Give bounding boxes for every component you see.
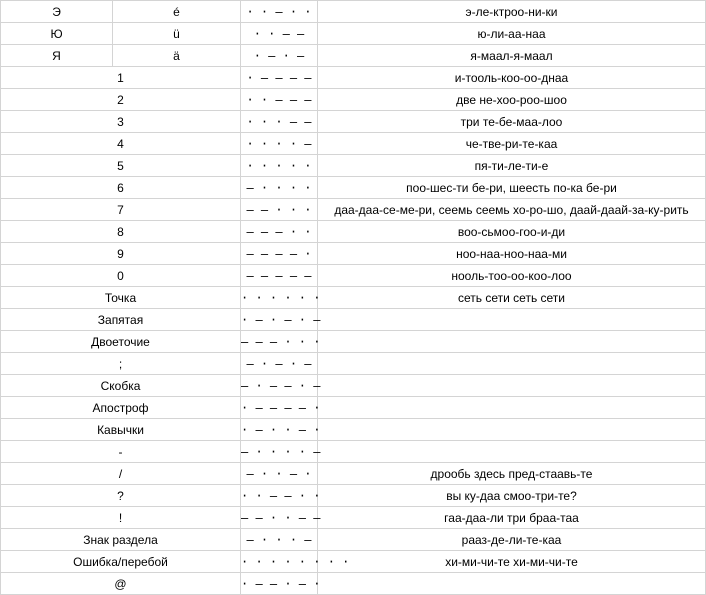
- letter-row: [1, 23, 706, 45]
- morse-code-cell: · · – – –: [241, 89, 318, 111]
- symbol-row: [1, 199, 706, 221]
- mnemonic-cell: дрообь здесь пред-стаавь-те: [318, 463, 706, 485]
- symbol-cell: 5: [1, 155, 241, 177]
- mnemonic-cell: три те-бе-маа-лоо: [318, 111, 706, 133]
- mnemonic-cell: рааз-де-ли-те-каа: [318, 529, 706, 551]
- mnemonic-cell: даа-даа-се-ме-ри, сеемь сеемь хо-ро-шо, даай-даай-за-ку-рить: [318, 199, 706, 221]
- morse-code-cell: – · · · · –: [241, 441, 318, 463]
- morse-code-cell: · – – – – ·: [241, 397, 318, 419]
- mnemonic-cell: нооль-тоо-оо-коо-лоо: [318, 265, 706, 287]
- morse-code-cell: – – · · – –: [241, 507, 318, 529]
- symbol-row: [1, 177, 706, 199]
- symbol-row: [1, 89, 706, 111]
- morse-code-cell: · – · – · –: [241, 309, 318, 331]
- letter-row: [1, 45, 706, 67]
- symbol-row: [1, 463, 706, 485]
- mnemonic-cell: поо-шес-ти бе-ри, шеесть по-ка бе-ри: [318, 177, 706, 199]
- symbol-cell: 1: [1, 67, 241, 89]
- symbol-cell: ;: [1, 353, 241, 375]
- symbol-row: [1, 573, 706, 595]
- symbol-cell: 2: [1, 89, 241, 111]
- latin-equivalent-cell: é: [113, 1, 241, 23]
- symbol-row: [1, 155, 706, 177]
- symbol-cell: 4: [1, 133, 241, 155]
- symbol-row: [1, 551, 706, 573]
- symbol-cell: Скобка: [1, 375, 241, 397]
- morse-code-cell: · · · · · · · ·: [241, 551, 318, 573]
- mnemonic-cell: [318, 353, 706, 375]
- symbol-row: [1, 331, 706, 353]
- morse-code-cell: · · · · –: [241, 133, 318, 155]
- mnemonic-cell: воо-сьмоо-гоо-и-ди: [318, 221, 706, 243]
- morse-code-cell: – · · · –: [241, 529, 318, 551]
- mnemonic-cell: ноо-наа-ноо-наа-ми: [318, 243, 706, 265]
- mnemonic-cell: пя-ти-ле-ти-е: [318, 155, 706, 177]
- mnemonic-cell: сеть сети сеть сети: [318, 287, 706, 309]
- symbol-cell: Э: [1, 1, 113, 23]
- morse-code-cell: – – – – –: [241, 265, 318, 287]
- symbol-row: [1, 287, 706, 309]
- symbol-row: [1, 353, 706, 375]
- symbol-row: [1, 133, 706, 155]
- symbol-cell: Знак раздела: [1, 529, 241, 551]
- mnemonic-cell: че-тве-ри-те-каа: [318, 133, 706, 155]
- mnemonic-cell: [318, 441, 706, 463]
- mnemonic-cell: [318, 309, 706, 331]
- symbol-cell: 0: [1, 265, 241, 287]
- morse-code-cell: · · · · ·: [241, 155, 318, 177]
- symbol-cell: 9: [1, 243, 241, 265]
- mnemonic-cell: ю-ли-аа-наа: [318, 23, 706, 45]
- mnemonic-cell: и-тооль-коо-оо-днаа: [318, 67, 706, 89]
- symbol-cell: -: [1, 441, 241, 463]
- morse-code-cell: · · – – · ·: [241, 485, 318, 507]
- morse-code-cell: · – – – –: [241, 67, 318, 89]
- letter-row: [1, 1, 706, 23]
- morse-code-cell: – – – · · ·: [241, 331, 318, 353]
- symbol-cell: Ошибка/перебой: [1, 551, 241, 573]
- symbol-cell: ?: [1, 485, 241, 507]
- mnemonic-cell: хи-ми-чи-те хи-ми-чи-те: [318, 551, 706, 573]
- morse-code-cell: – – – – ·: [241, 243, 318, 265]
- symbol-cell: 6: [1, 177, 241, 199]
- symbol-cell: 3: [1, 111, 241, 133]
- mnemonic-cell: [318, 573, 706, 595]
- symbol-cell: 7: [1, 199, 241, 221]
- morse-code-cell: · – · –: [241, 45, 318, 67]
- symbol-row: [1, 441, 706, 463]
- mnemonic-cell: вы ку-даа смоо-три-те?: [318, 485, 706, 507]
- latin-equivalent-cell: ä: [113, 45, 241, 67]
- mnemonic-cell: [318, 331, 706, 353]
- morse-code-cell: · · · · · ·: [241, 287, 318, 309]
- morse-code-cell: · – – · – ·: [241, 573, 318, 595]
- mnemonic-cell: [318, 419, 706, 441]
- symbol-row: [1, 485, 706, 507]
- mnemonic-cell: [318, 375, 706, 397]
- morse-code-cell: – – · · ·: [241, 199, 318, 221]
- symbol-row: [1, 111, 706, 133]
- morse-code-cell: – · – – · –: [241, 375, 318, 397]
- symbol-row: [1, 397, 706, 419]
- morse-table-body: [1, 1, 706, 595]
- morse-code-cell: – – – · ·: [241, 221, 318, 243]
- morse-code-cell: · · · – –: [241, 111, 318, 133]
- symbol-cell: Кавычки: [1, 419, 241, 441]
- symbol-row: [1, 309, 706, 331]
- symbol-row: [1, 221, 706, 243]
- morse-code-cell: · – · · – ·: [241, 419, 318, 441]
- symbol-cell: @: [1, 573, 241, 595]
- symbol-row: [1, 67, 706, 89]
- symbol-row: [1, 419, 706, 441]
- symbol-row: [1, 375, 706, 397]
- symbol-row: [1, 529, 706, 551]
- morse-code-cell: – · · · ·: [241, 177, 318, 199]
- symbol-cell: Точка: [1, 287, 241, 309]
- symbol-row: [1, 507, 706, 529]
- morse-code-cell: – · – · –: [241, 353, 318, 375]
- mnemonic-cell: э-ле-ктроо-ни-ки: [318, 1, 706, 23]
- symbol-cell: Я: [1, 45, 113, 67]
- mnemonic-cell: [318, 397, 706, 419]
- symbol-cell: Двоеточие: [1, 331, 241, 353]
- symbol-cell: /: [1, 463, 241, 485]
- symbol-cell: Апостроф: [1, 397, 241, 419]
- mnemonic-cell: я-маал-я-маал: [318, 45, 706, 67]
- symbol-cell: Запятая: [1, 309, 241, 331]
- morse-code-cell: – · · – ·: [241, 463, 318, 485]
- symbol-cell: !: [1, 507, 241, 529]
- symbol-row: [1, 265, 706, 287]
- latin-equivalent-cell: ü: [113, 23, 241, 45]
- morse-code-cell: · · – –: [241, 23, 318, 45]
- symbol-cell: 8: [1, 221, 241, 243]
- mnemonic-cell: гаа-даа-ли три браа-таа: [318, 507, 706, 529]
- symbol-cell: Ю: [1, 23, 113, 45]
- morse-code-cell: · · – · ·: [241, 1, 318, 23]
- mnemonic-cell: две не-хоо-роо-шоо: [318, 89, 706, 111]
- symbol-row: [1, 243, 706, 265]
